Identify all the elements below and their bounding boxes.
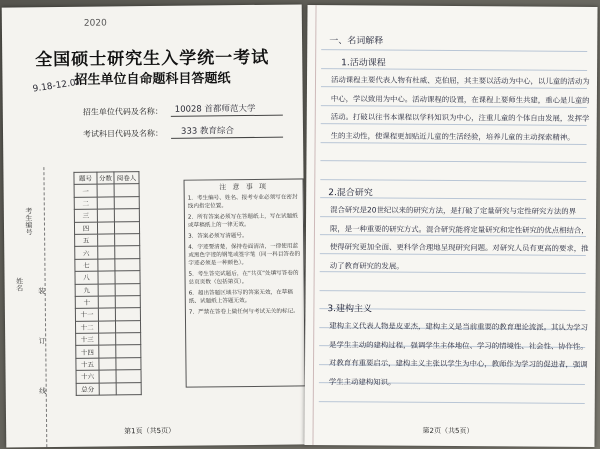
grader-cell (116, 370, 141, 383)
seal-band (9, 167, 47, 447)
question-number: 三 (74, 209, 97, 222)
side-label-name: 姓名 (15, 277, 24, 292)
page-subtitle: 招生单位自命题科目答题纸 (74, 71, 231, 88)
table-row (76, 370, 141, 383)
score-cell (97, 209, 114, 222)
question-number: 十四 (76, 346, 99, 359)
table-row (76, 382, 141, 395)
score-table (73, 171, 141, 396)
table-header-cell: 题号 (74, 172, 97, 185)
section-heading: 一、名词解释 (329, 36, 384, 47)
notice-item: 3．答案必须写清题号。 (188, 233, 248, 240)
term-answer-2: 混合研究是20世纪以来的研究方法，是打破了定量研究与定性研究方法的界限，是一种重要的研究方式。混合研究能将定量研究和定性研究的优点相结合，使得研究更加全面、更科学合理地呈现研究问题。对研究人员有更高的要求，推动了教育研究的发展。 (329, 205, 589, 271)
school-underline (171, 115, 283, 117)
top-mark: 2020 (83, 18, 107, 29)
notice-item: 7．严禁在答卷上做任何与考试无关的标记。 (188, 308, 299, 316)
table-row (74, 209, 139, 222)
subject-label: 考试科目代码及名称： (82, 128, 164, 139)
grader-cell (114, 209, 139, 222)
school-value: 10028 首都师范大学 (174, 103, 256, 115)
score-cell (98, 234, 115, 247)
notice-item: 5．考生答完试题后，在“共页”处填写答卷的总页页数（包括第页）。 (188, 270, 299, 286)
score-cell (98, 308, 115, 321)
question-number: 二 (74, 197, 97, 210)
question-number: 九 (75, 284, 98, 297)
table-header-cell: 阅卷人 (114, 172, 139, 185)
term-heading-2: 2.混合研究 (328, 188, 373, 199)
side-label-zhuang: 装 (37, 287, 46, 295)
score-cell (99, 370, 116, 383)
table-row (74, 184, 139, 197)
question-number: 一 (74, 184, 97, 197)
score-cell (98, 296, 115, 309)
table-row (75, 308, 140, 321)
notice-item: 2．所有答案必须写在答题纸上，写在试题纸或草稿纸上的一律无效。 (187, 213, 298, 229)
question-number: 十二 (75, 321, 98, 334)
question-number: 十三 (76, 333, 99, 346)
grader-cell (114, 196, 139, 209)
table-header-cell: 分数 (97, 172, 114, 185)
table-row (75, 258, 140, 271)
answer-sheet-cover (2, 4, 307, 447)
grader-cell (115, 320, 140, 333)
subject-value: 333 教育综合 (180, 126, 235, 137)
table-row (76, 333, 141, 346)
score-cell (97, 221, 114, 234)
question-number: 六 (75, 246, 98, 259)
term-answer-1: 活动课程主要代表人物有杜威、克伯屈，其主要以活动为中心，以儿童的活动为中心，学以致用为中心。活动课程的设置，在课程上要师生共建，重心是儿童的活动。打破以往书本课程以学科知识为中心，注重儿童的个体自由发展，发挥学生的主动性，使课程更加贴近儿童的生活经验，培养儿童的主动探索精神。 (330, 75, 590, 142)
question-number: 四 (74, 222, 97, 235)
table-row (75, 234, 140, 247)
score-cell (99, 358, 116, 371)
ruled-line (321, 49, 587, 52)
grader-cell (115, 296, 140, 309)
margin-line (312, 5, 316, 445)
grader-cell (116, 333, 141, 346)
term-heading-3: 3.建构主义 (327, 304, 373, 315)
grader-cell (115, 258, 140, 271)
grader-cell (116, 345, 141, 358)
question-number: 十五 (76, 358, 99, 371)
table-row (75, 296, 140, 309)
score-cell (99, 333, 116, 346)
grader-cell (115, 283, 140, 296)
table-row (75, 271, 140, 284)
score-cell (99, 345, 116, 358)
grader-cell (115, 271, 140, 284)
score-cell (97, 184, 114, 197)
table-row (75, 283, 140, 296)
grader-cell (115, 234, 140, 247)
side-label-xian: 线 (38, 387, 47, 395)
table-row (74, 221, 139, 234)
answer-page (304, 5, 597, 447)
term-answer-3: 建构主义代表人物是皮亚杰，建构主义是当前重要的教育理论流派。其认为学习是学生主动的建构过程，强调学生主体地位、学习的情境性、社会性、协作性。对教育有重要启示，建构主义主张以学生为中心，教师作为学习的促进者，强调学生主动建构知识。 (328, 321, 589, 387)
grader-cell (115, 308, 140, 321)
grader-cell (116, 358, 141, 371)
date-note: 9.18-12.07 (32, 77, 83, 95)
table-row (75, 320, 140, 333)
table-row (75, 246, 140, 259)
grader-cell (114, 184, 139, 197)
side-label-id: 考生编号 (24, 207, 34, 236)
subject-underline (171, 137, 283, 139)
notice-box (184, 178, 306, 387)
score-cell (98, 321, 115, 334)
grader-cell (116, 382, 141, 395)
score-cell (98, 246, 115, 259)
grader-cell (114, 221, 139, 234)
page-number: 第2页（共5页） (422, 426, 474, 436)
notice-title: 注 意 事 项 (219, 182, 268, 192)
score-cell (98, 259, 115, 272)
school-label: 招生单位代码及名称： (82, 106, 163, 117)
question-number: 十一 (75, 308, 98, 321)
question-number: 七 (75, 259, 98, 272)
page-number: 第1页（共5页） (124, 426, 176, 436)
table-row (76, 345, 141, 358)
grader-cell (115, 246, 140, 259)
question-number: 十六 (76, 370, 99, 383)
side-label-ding: 订 (38, 337, 47, 345)
notice-item: 6．超出答题区域书写的答案无效，在草稿纸、试题纸上答题无效。 (188, 289, 293, 305)
score-cell (99, 383, 116, 396)
table-row (76, 358, 141, 371)
notice-item: 1．考生编号、姓名、报考专业必须写在密封线内指定位置。 (187, 194, 298, 210)
score-cell (98, 283, 115, 296)
score-cell (97, 197, 114, 210)
term-heading-1: 1.活动课程 (341, 58, 386, 69)
question-number: 八 (75, 271, 98, 284)
table-row (74, 196, 139, 209)
question-number: 总分 (76, 383, 99, 396)
score-cell (98, 271, 115, 284)
question-number: 十 (75, 296, 98, 309)
page-title: 全国硕士研究生入学统一考试 (35, 47, 270, 71)
notice-item: 4．字迹要清楚，保持卷面清洁，一律使用蓝或黑色字迹的钢笔或签字笔（同一科目答卷的字迹必须是一种颜色）。 (188, 243, 301, 267)
question-number: 五 (75, 234, 98, 247)
